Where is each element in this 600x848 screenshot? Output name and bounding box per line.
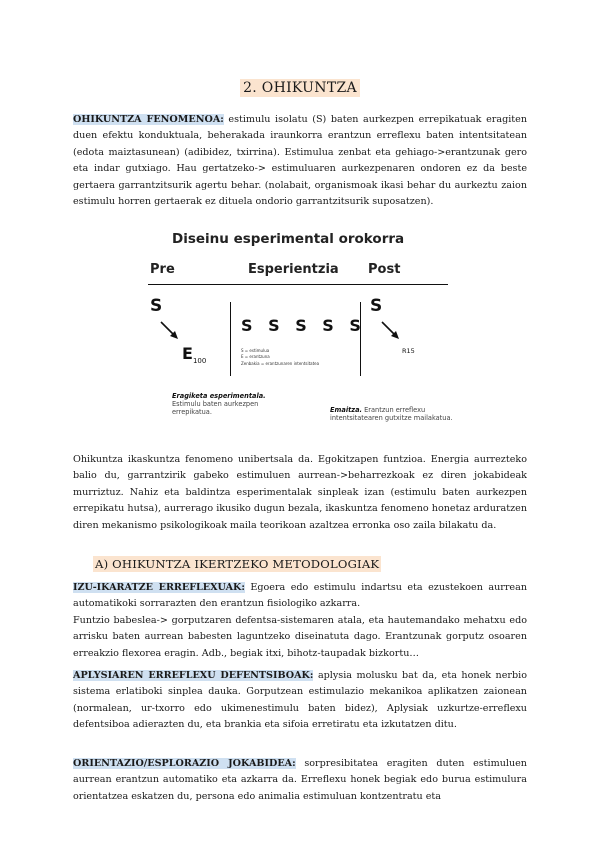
intro-text: estimulu isolatu (S) baten aurkezpen errepikatuak eragiten duen efektu konduktuala, beherakada iraunkorra erantzun erreflexu baten intentsitatean (edota maiztasunean) (adibidez, txirrina). Estimulua zenbat eta gehiago->erantzunak gero eta indar gutxiago. Hau gertatzeko-> estimuluaren aurkezpenaren ondoren ez da beste gertaera garrantzitsurik agertu behar. (nolabait, organismoak ikasi behar du aurkeztu zaion estimulu horren gertaerak ez dituela ondorio garrantzitsurik suposatzen). xyxy=(73,114,527,208)
section-orientation: ORIENTAZIO/ESPLORAZIO JOKABIDEA: sorpresibitatea eragiten duten estimuluen aurrean erantzun automatiko eta azkarra da. Erreflexu honek begiak edo burua estimulura orientatzea eskatzen du, persona edo animalia estimuluan kontzentratu eta xyxy=(73,758,527,802)
diagram-col-experience: Esperientzia xyxy=(248,262,339,277)
diagram-col-pre: Pre xyxy=(150,262,175,277)
section-aplysia: APLYSIAREN ERREFLEXU DEFENTSIBOAK: aplysia molusku bat da, eta honek nerbio sistema erlatiboki sinplea dauka. Gorputzean estimulazio mekanikoa aplikatzen zaionean (normalean, ur-txorro edo ukimenestimulu baten bidez), Aplysiak uzkurtze-erreflexu defentsiboa adierazten du, eta brankia eta sifoia erretiratu eta izkutatzen ditu. xyxy=(73,670,527,731)
startle-term: IZU-IKARATZE ERREFLEXUAK: xyxy=(73,582,245,593)
diagram-pre-stimulus: S xyxy=(150,296,163,316)
methodology-heading: A) OHIKUNTZA IKERTZEKO METODOLOGIAK xyxy=(95,557,380,571)
section-startle-reflexes: IZU-IKARATZE ERREFLEXUAK: Egoera edo estimulu indartsu eta ezustekoen aurrean automatikoki sorrarazten den erantzun fisiologiko azkarra. Funtzio babeslea-> gorputzaren defentsa-sistemaren atala, eta hautemandako mehatxu edo arrisku baten aurrean babesten laguntzeko diseinatuta dago. Erantzunak gorputz osoaren erreakzio flexorea eragin. Adb., begiak itxi, bihotz-taupadak bizkortu… xyxy=(73,582,527,659)
diagram-post-stimulus: S xyxy=(370,296,383,316)
legend-number: Zenbakia = erantzunaren intentsitatea xyxy=(241,361,320,366)
diagram-right-bar xyxy=(360,302,361,376)
diagram-stimuli-series: S S S S S xyxy=(241,316,366,335)
caption-operation: Eragiketa esperimentala. Estimulu baten aurkezpen errepikatua. xyxy=(172,392,266,417)
section-title: 2. OHIKUNTZA xyxy=(0,80,600,96)
caption-result: Emaitza. Erantzun erreflexu intentsitatearen gutxitze mailakatua. xyxy=(330,406,453,423)
diagram-pre-response: $E_{100}$ xyxy=(182,344,207,366)
diagram-title: Diseinu esperimental orokorra xyxy=(172,231,405,247)
orientation-term: ORIENTAZIO/ESPLORAZIO JOKABIDEA: xyxy=(73,758,296,769)
paragraph-universal: Ohikuntza ikaskuntza fenomeno unibertsala da. Egokitzapen funtzioa. Energia aurrezteko balio du, garrantzirik gabeko estimuluen aurrean->beharrezkoak ez diren jokabideak murriztuz. Nahiz eta baldintza esperimentalak sinpleak izan (estimulu baten aurkezpen errepikatu hutsa), aurrerago ikusiko dugun bezala, ikaskuntza fenomeno honetaz arduratzen diren mekanismo psikologikoak maila teorikoan azaltzea erronka oso zaila bilakatu da. xyxy=(73,454,527,531)
diagram-col-post: Post xyxy=(368,262,401,277)
intro-term: OHIKUNTZA FENOMENOA: xyxy=(73,114,224,125)
legend-response: E = erantzuna xyxy=(241,354,270,359)
post-arrow-icon xyxy=(379,320,403,342)
diagram-post-response: R15 xyxy=(402,347,415,355)
experimental-design-diagram xyxy=(140,228,460,446)
aplysia-term: APLYSIAREN ERREFLEXU DEFENTSIBOAK: xyxy=(73,670,314,681)
legend-stimulus: S = estimulua xyxy=(241,348,270,353)
pre-arrow-icon xyxy=(158,320,182,342)
intro-paragraph xyxy=(73,112,527,210)
diagram-divider xyxy=(148,284,448,285)
diagram-left-bar xyxy=(230,302,231,376)
